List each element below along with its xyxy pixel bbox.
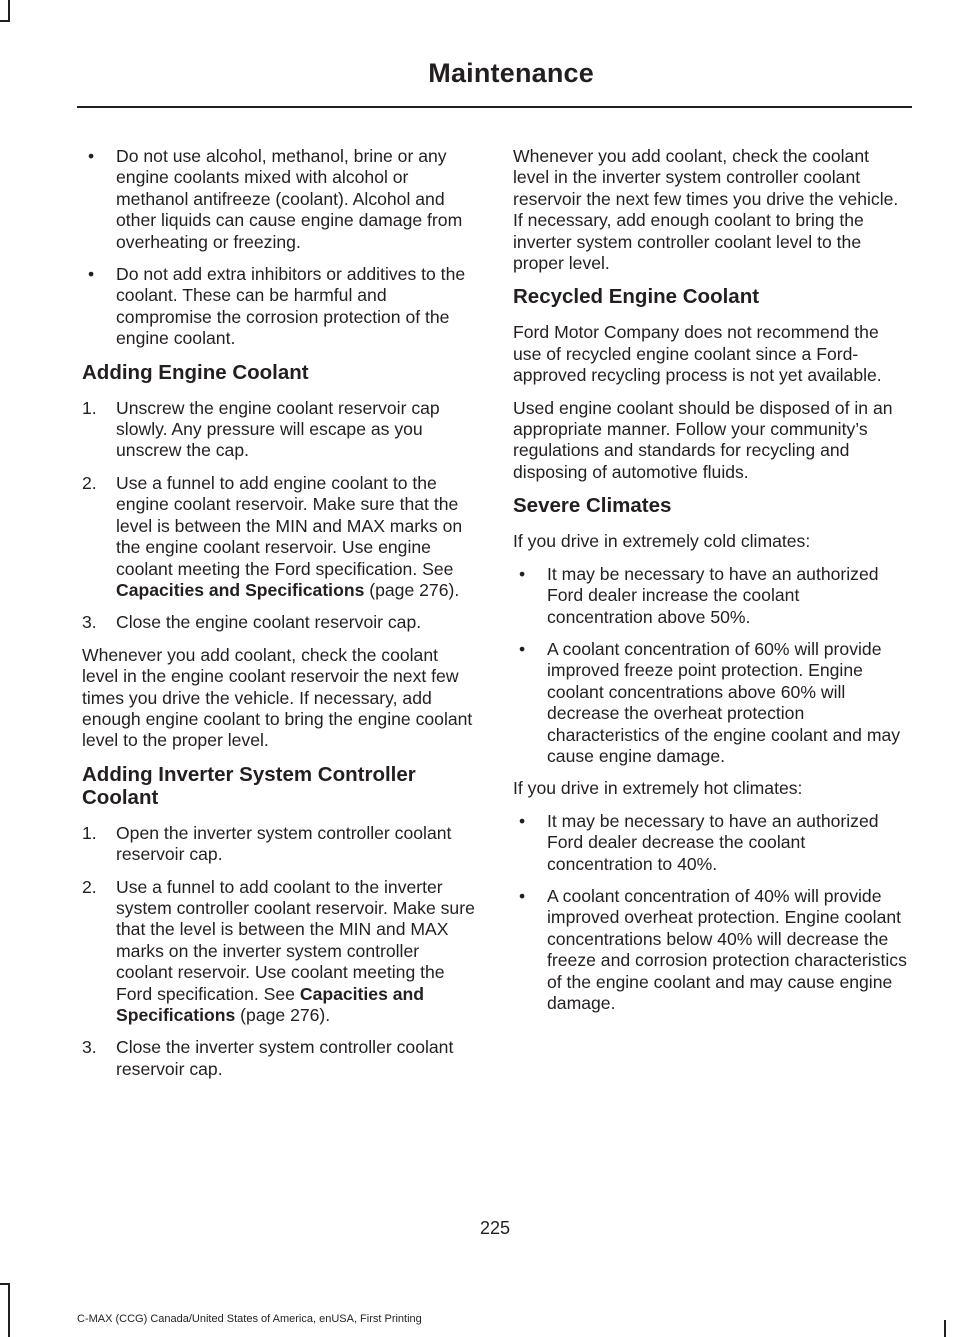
section-heading: Adding Engine Coolant xyxy=(82,360,309,384)
bullet-mark: • xyxy=(519,885,526,906)
right-column xyxy=(513,146,909,1025)
list-item xyxy=(82,398,478,462)
bullet-mark: • xyxy=(88,146,95,166)
paragraph: Ford Motor Company does not recommend the use of recycled engine coolant since a Ford-approved recycling process is not yet available. xyxy=(513,322,882,386)
list-item-text: Do not use alcohol, methanol, brine or any engine coolants mixed with alcohol or methanol antifreeze (coolant). Alcohol and other liquids can cause engine damage from overheating or freezing. xyxy=(116,146,463,252)
list-item xyxy=(513,564,909,628)
section-heading: Severe Climates xyxy=(513,494,672,518)
crop-mark xyxy=(0,1283,10,1285)
cross-reference-link[interactable]: Capacities and Specifications xyxy=(116,983,425,1025)
crop-mark xyxy=(8,1283,10,1337)
list-item-text: It may be necessary to have an authorized Ford dealer increase the coolant concentration above 50%. xyxy=(547,563,879,627)
section-heading: Adding Inverter System Controller Coolant xyxy=(82,762,416,809)
step-number: 3. xyxy=(82,612,97,633)
paragraph: Whenever you add coolant, check the coolant level in the inverter system controller coolant reservoir the next few times you drive the vehicle. If necessary, add enough coolant to bring the inverter system controller coolant level to the proper level. xyxy=(513,146,899,274)
list-item-text: It may be necessary to have an authorized Ford dealer decrease the coolant concentration to 40%. xyxy=(547,810,879,874)
list-item xyxy=(513,639,909,767)
list-item-text: Use a funnel to add engine coolant to the engine coolant reservoir. Make sure that the level is between the MIN and MAX marks on the engine coolant reservoir. Use engine coolant meeting the Ford specification. See xyxy=(116,472,463,579)
crop-mark xyxy=(8,0,10,22)
step-number: 2. xyxy=(82,472,97,493)
crop-mark xyxy=(944,1320,946,1337)
list-item-text: Close the inverter system controller coolant reservoir cap. xyxy=(116,1037,454,1079)
bullet-mark: • xyxy=(519,638,526,659)
list-item xyxy=(82,823,478,866)
list-item-text: Do not add extra inhibitors or additives to the coolant. These can be harmful and compromise the corrosion protection of the engine coolant. xyxy=(116,264,466,349)
footer-text: C-MAX (CCG) Canada/United States of America, enUSA, First Printing xyxy=(77,1313,422,1325)
step-number: 1. xyxy=(82,822,97,843)
crop-mark xyxy=(0,20,10,22)
paragraph: Whenever you add coolant, check the coolant level in the engine coolant reservoir the next few times you drive the vehicle. If necessary, add enough engine coolant to bring the engine coolant level to the proper level. xyxy=(82,644,473,751)
paragraph: Used engine coolant should be disposed of in an appropriate manner. Follow your community’s regulations and standards for recycling and disposing of automotive fluids. xyxy=(513,397,893,482)
list-item-text: Open the inverter system controller coolant reservoir cap. xyxy=(116,822,452,865)
bullet-mark: • xyxy=(519,563,526,584)
step-number: 1. xyxy=(82,397,97,418)
list-item xyxy=(82,877,478,1027)
header-divider xyxy=(77,106,912,108)
bullet-mark: • xyxy=(519,810,526,831)
list-item-text: Unscrew the engine coolant reservoir cap slowly. Any pressure will escape as you unscrew the cap. xyxy=(116,397,440,461)
list-item-text: A coolant concentration of 60% will provide improved freeze point protection. Engine coolant concentrations above 60% will decrease the overheat protection characteristics of the engine coolant and may cause engine damage. xyxy=(547,638,901,766)
step-number: 3. xyxy=(82,1037,97,1058)
list-item-text: Use a funnel to add coolant to the inverter system controller coolant reservoir. Make sure that the level is between the MIN and MAX marks on the inverter system controller coolant reservoir. Use coolant meeting the Ford specification. See xyxy=(116,876,475,1004)
page-reference: (page 276). xyxy=(364,579,460,600)
step-number: 2. xyxy=(82,876,97,897)
list-item xyxy=(82,264,478,350)
left-column xyxy=(82,146,478,1091)
list-item xyxy=(82,1037,478,1080)
page-number: 225 xyxy=(479,1218,511,1238)
list-item xyxy=(82,612,478,633)
list-item xyxy=(82,146,478,253)
list-item-text: A coolant concentration of 40% will provide improved overheat protection. Engine coolant concentrations below 40% will decrease the freeze and corrosion protection characteristics of the engine coolant and may cause engine damage. xyxy=(547,885,907,1013)
paragraph: If you drive in extremely cold climates: xyxy=(513,531,811,552)
bullet-mark: • xyxy=(88,264,95,285)
cross-reference-link[interactable]: Capacities and Specifications xyxy=(116,579,365,600)
page-title: Maintenance xyxy=(428,58,594,88)
paragraph: If you drive in extremely hot climates: xyxy=(513,778,803,799)
section-heading: Recycled Engine Coolant xyxy=(513,285,760,309)
list-item xyxy=(82,473,478,601)
list-item xyxy=(513,886,909,1014)
list-item-text: Close the engine coolant reservoir cap. xyxy=(116,612,422,633)
list-item xyxy=(513,811,909,875)
page-reference: (page 276). xyxy=(235,1005,331,1025)
